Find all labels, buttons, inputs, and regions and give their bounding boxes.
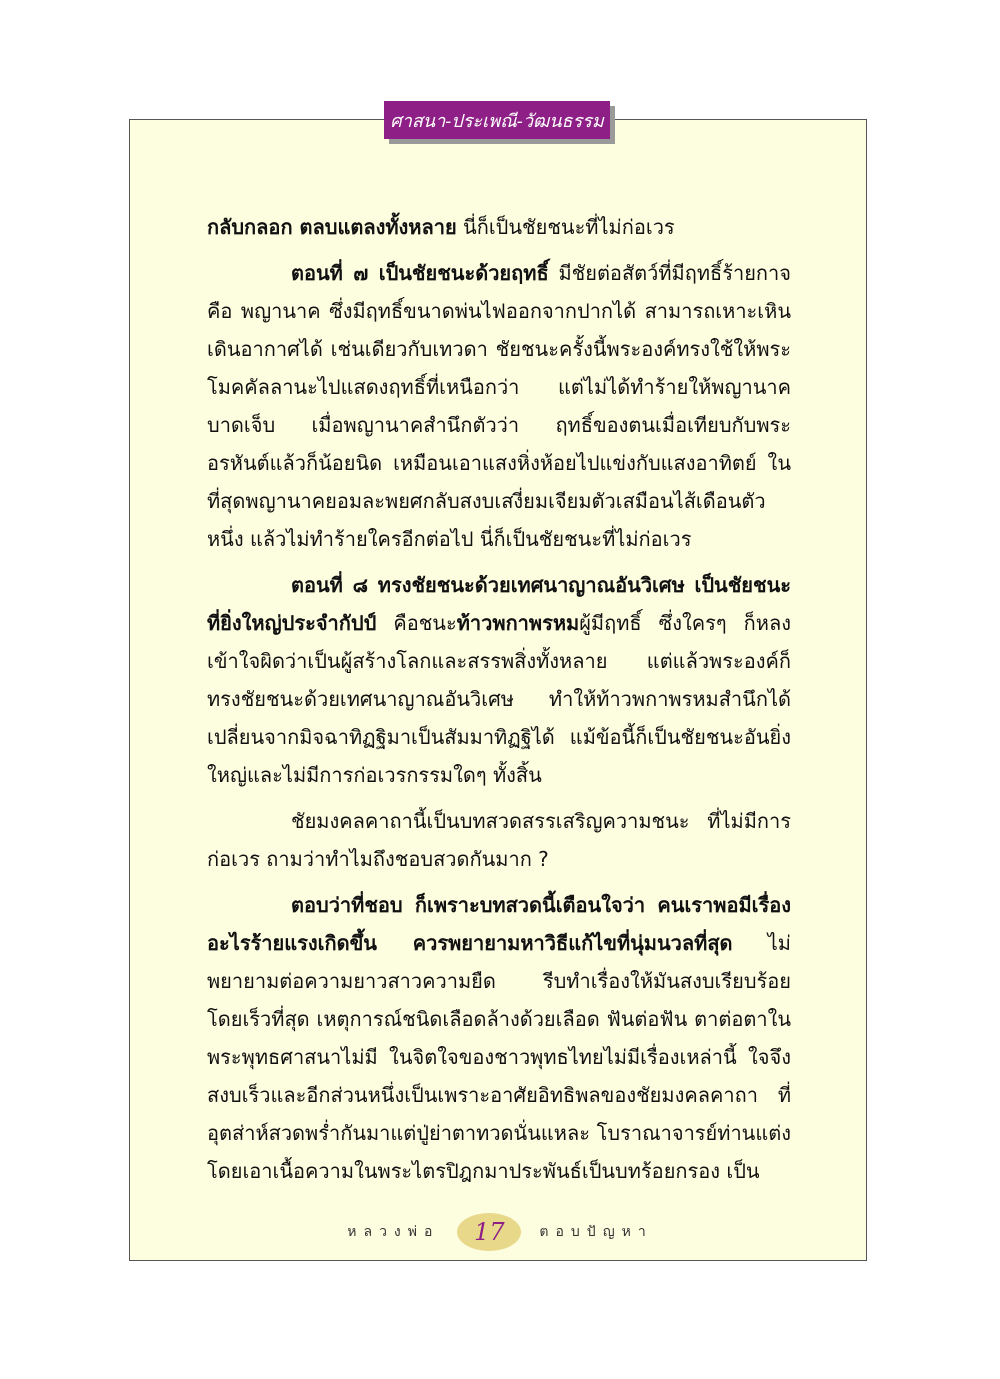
- paragraph: [207, 802, 791, 878]
- text: คือชนะ: [376, 611, 457, 635]
- bold-text: ตอนที่ ๘ ทรงชัยชนะด้วยเทศนาญาณอันวิเศษ เป็นชัยชนะที่ยิ่งใหญ่ประจำกัปป์: [207, 573, 791, 635]
- text: ผู้มีฤทธิ์ ซึ่งใครๆ ก็หลงเข้าใจผิดว่าเป็นผู้สร้างโลกและสรรพสิ่งทั้งหลาย แต่แล้วพระองค์ก็ทรงชัยชนะด้วยเทศนาญาณอันวิเศษ ทำให้ท้าวพกาพรหมสำนึกได้ เปลี่ยนจากมิจฉาทิฏฐิมาเป็นสัมมาทิฏฐิได้ แม้ข้อนี้ก็เป็นชัยชนะอันยิ่งใหญ่และไม่มีการก่อเวรกรรมใดๆ ทั้งสิ้น: [207, 611, 791, 787]
- text: นี่ก็เป็นชัยชนะที่ไม่ก่อเวร: [456, 215, 675, 239]
- paragraph: [207, 566, 791, 794]
- text: ชัยมงคลคาถานี้เป็นบทสวดสรรเสริญความชนะ ที่ไม่มีการก่อเวร ถามว่าทำไมถึงชอบสวดกันมาก ?: [207, 809, 791, 871]
- page-footer: [340, 1211, 660, 1253]
- article-body: [207, 208, 791, 1190]
- paragraph: [207, 208, 791, 246]
- paragraph: [207, 886, 791, 1190]
- category-label: ศาสนา-ประเพณี-วัฒนธรรม: [390, 110, 604, 132]
- bold-text: ตอบว่าที่ชอบ ก็เพราะบทสวดนี้เตือนใจว่า คนเราพอมีเรื่องอะไรร้ายแรงเกิดขึ้น ควรพยายามหาวิธีแก้ไขที่นุ่มนวลที่สุด: [207, 893, 791, 955]
- footer-book-title-right: ตอบปัญหา: [539, 1224, 653, 1240]
- text: ไม่พยายามต่อความยาวสาวความยืด รีบทำเรื่องให้มันสงบเรียบร้อย โดยเร็วที่สุด เหตุการณ์ชนิดเลือดล้างด้วยเลือด ฟันต่อฟัน ตาต่อตาในพระพุทธศาสนาไม่มี ในจิตใจของชาวพุทธไทยไม่มีเรื่องเหล่านี้ ใจจึงสงบเร็วและอีกส่วนหนึ่งเป็นเพราะอาศัยอิทธิพลของชัยมงคลคาถา ที่อุตส่าห์สวดพร่ำกันมาแต่ปู่ย่าตาทวดนั่นแหละ โบราณาจารย์ท่านแต่งโดยเอาเนื้อความในพระไตรปิฎกมาประพันธ์เป็นบทร้อยกรอง เป็น: [207, 931, 791, 1183]
- bold-text: ตอนที่ ๗ เป็นชัยชนะด้วยฤทธิ์: [291, 261, 549, 285]
- text: มีชัยต่อสัตว์ที่มีฤทธิ์ร้ายกาจ คือ พญานาค ซึ่งมีฤทธิ์ขนาดพ่นไฟออกจากปากได้ สามารถเหาะเหินเดินอากาศได้ เช่นเดียวกับเทวดา ชัยชนะครั้งนี้พระองค์ทรงใช้ให้พระโมคคัลลานะไปแสดงฤทธิ์ที่เหนือกว่า แต่ไม่ได้ทำร้ายให้พญานาคบาดเจ็บ เมื่อพญานาคสำนึกตัวว่า ฤทธิ์ของตนเมื่อเทียบกับพระอรหันต์แล้วก็น้อยนิด เหมือนเอาแสงหิ่งห้อยไปแข่งกับแสงอาทิตย์ ในที่สุดพญานาคยอมละพยศกลับสงบเสงี่ยมเจียมตัวเสมือนไส้เดือนตัวหนึ่ง แล้วไม่ทำร้ายใครอีกต่อไป นี่ก็เป็นชัยชนะที่ไม่ก่อเวร: [207, 261, 791, 551]
- page-number: 17: [457, 1213, 521, 1251]
- category-header: [384, 101, 610, 139]
- footer-book-title-left: หลวงพ่อ: [347, 1224, 440, 1240]
- bold-text: กลับกลอก ตลบแตลงทั้งหลาย: [207, 215, 457, 239]
- bold-text: ท้าวพกาพรหม: [456, 611, 580, 635]
- paragraph: [207, 254, 791, 558]
